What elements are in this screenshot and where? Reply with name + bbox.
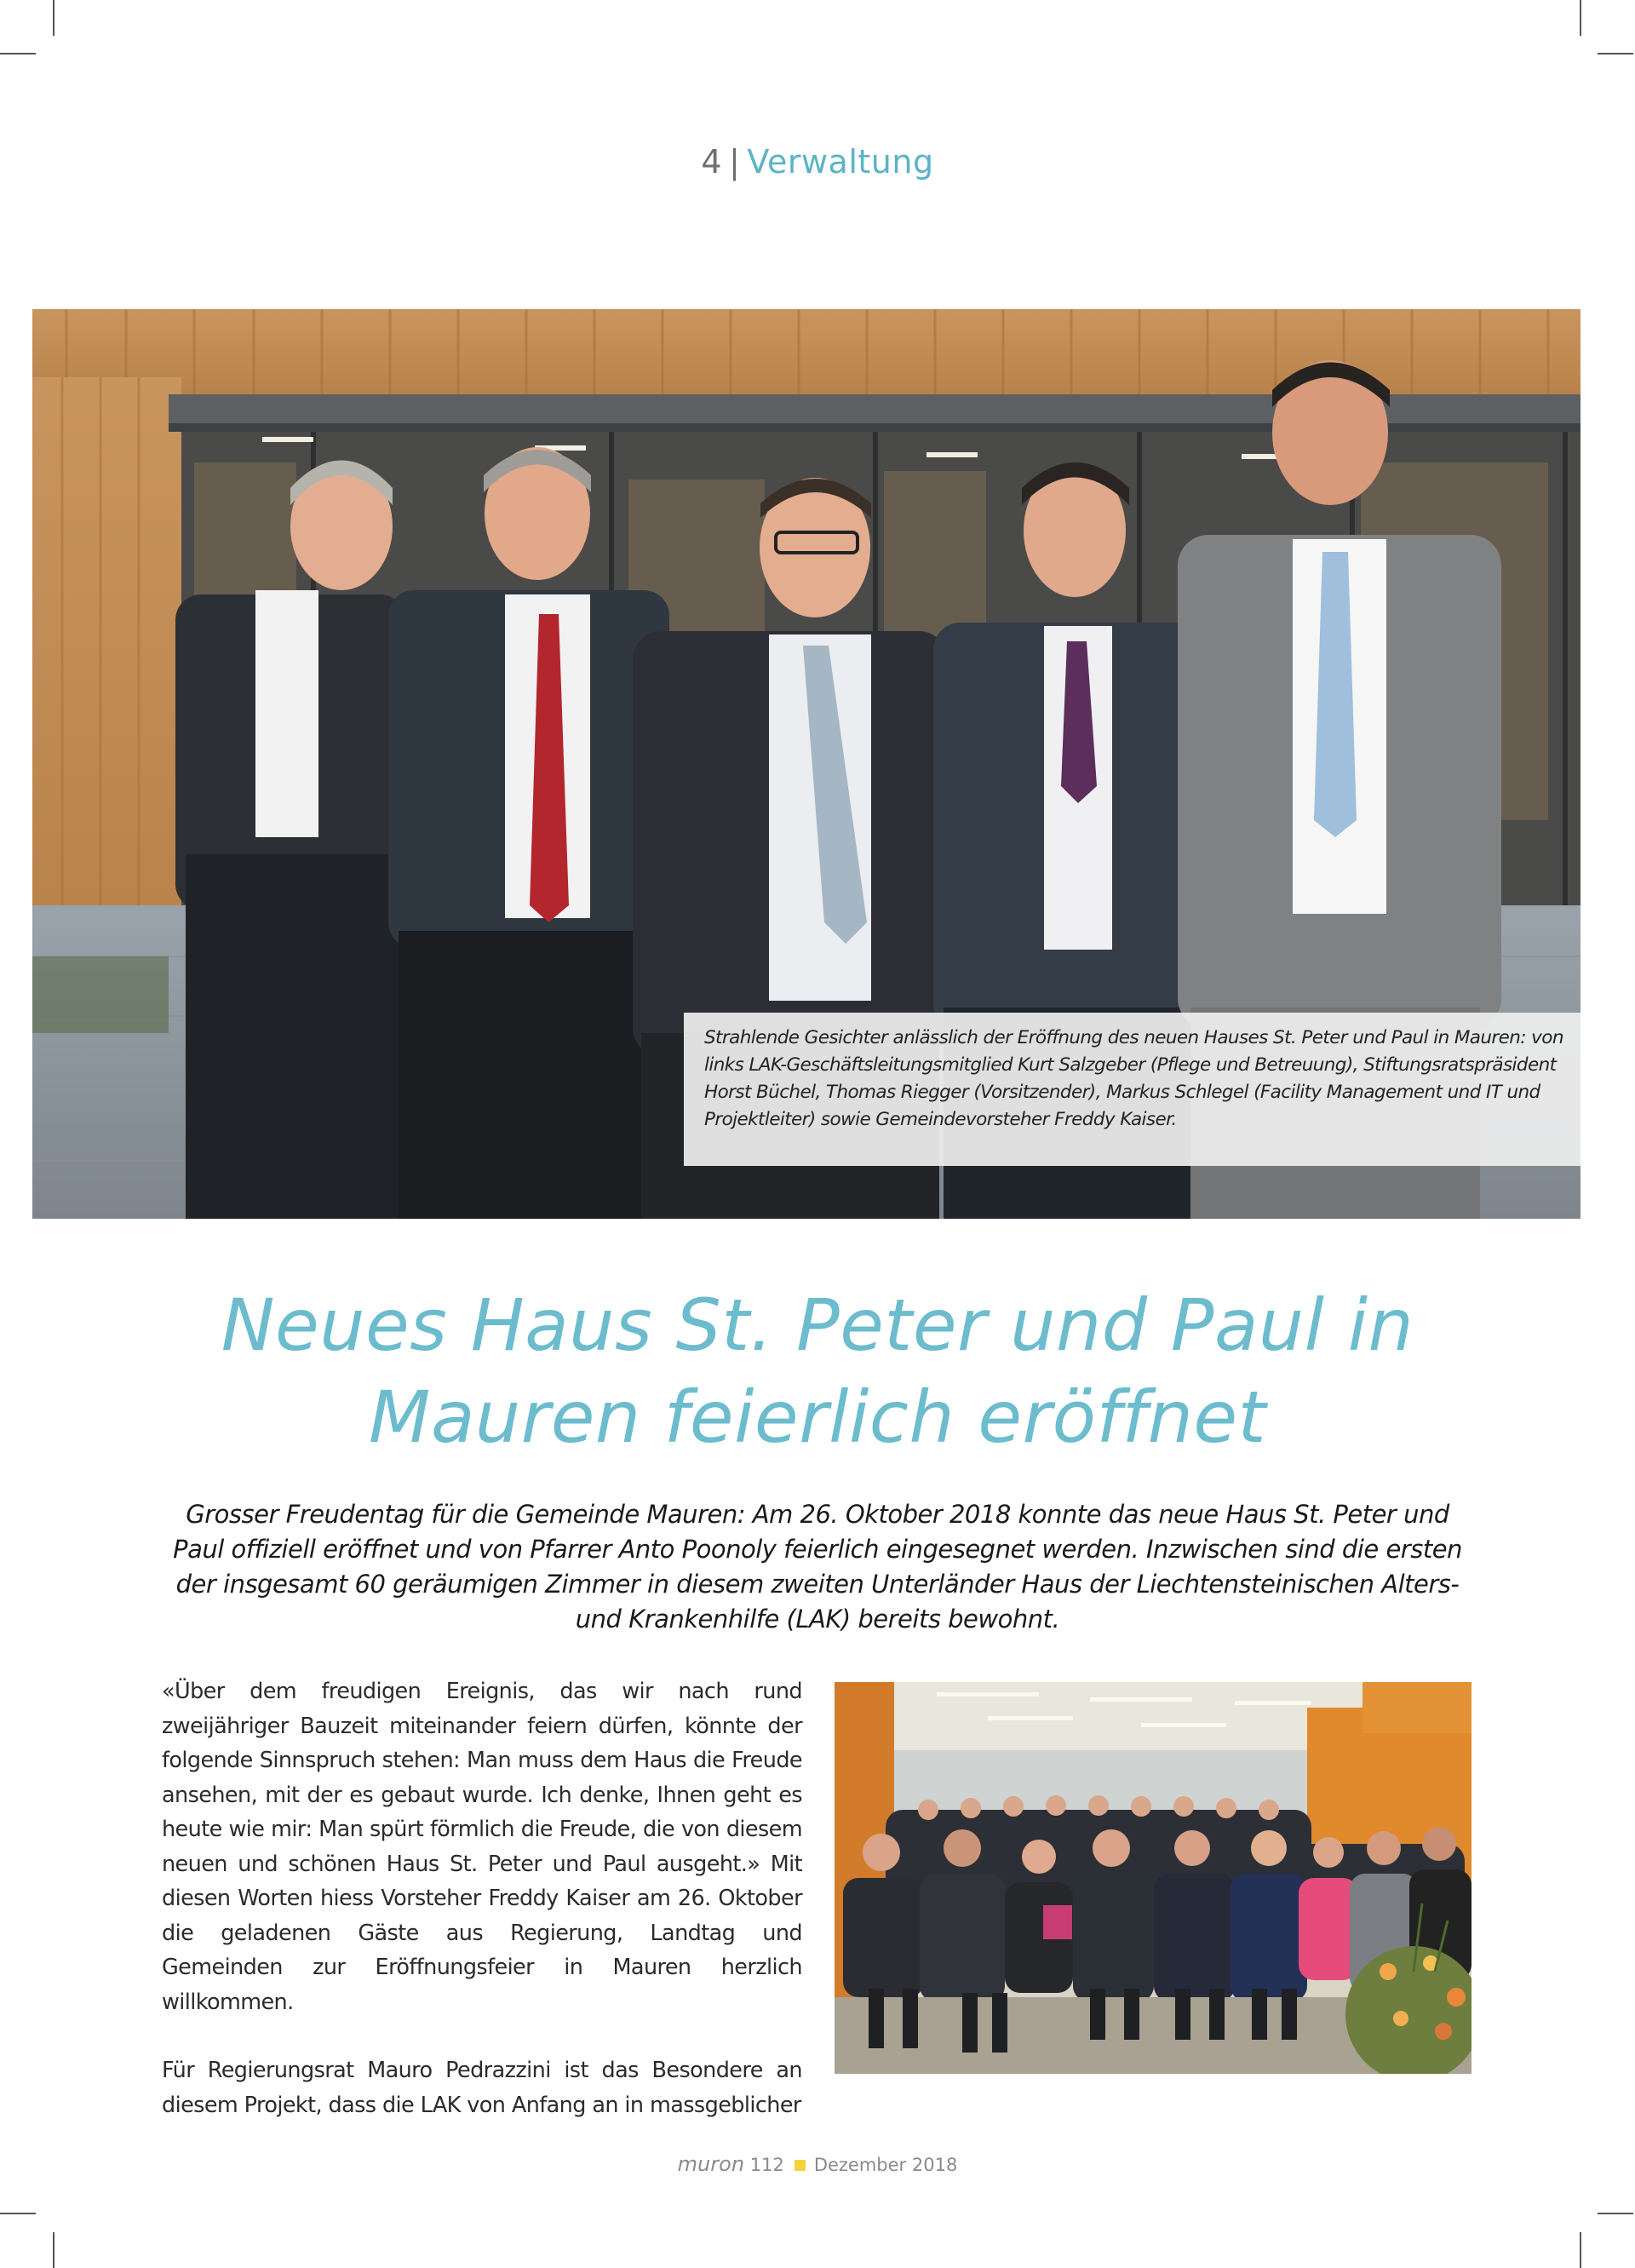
crop-mark: [1580, 0, 1581, 36]
audience-photo: [835, 1682, 1472, 2074]
article-paragraph-2: Für Regierungsrat Mauro Pedrazzini ist das Besondere an diesem Projekt, dass die LAK von Anfang an in massgeblicher: [162, 2058, 802, 2118]
footer-magazine: muron: [677, 2152, 745, 2176]
article-title: [128, 1279, 1507, 1463]
footer-date: Dezember 2018: [813, 2155, 958, 2175]
crop-mark: [0, 53, 36, 55]
section-name: Verwaltung: [747, 143, 934, 181]
crop-mark: [0, 2213, 36, 2214]
footer-issue: 112: [749, 2155, 784, 2175]
crop-mark: [1598, 53, 1633, 55]
crop-mark: [53, 0, 54, 36]
hero-photo: [32, 309, 1580, 1219]
audience-photo-illustration: [835, 1682, 1472, 2074]
header-separator: |: [729, 143, 741, 181]
page-footer: [0, 2152, 1635, 2176]
crop-mark: [1598, 2213, 1633, 2214]
article-paragraph-1: «Über dem freudigen Ereignis, das wir nach rund zweijähriger Bauzeit miteinander feiern dürfen, könnte der folgende Sinnspruch stehen: Man muss dem Haus die Freude ansehen, mit der es gebaut wurde. Ich denke, Ihnen geht es heute wie mir: Man spürt förmlich die Freude, die von diesem neuen und schönen Haus St. Peter und Paul ausgeht.» Mit diesen Worten hiess Vorsteher Freddy Kaiser am 26. Oktober die geladenen Gäste aus Regierung, Landtag und Gemeinden zur Eröffnungsfeier in Mauren herzlich willkommen.: [162, 1679, 802, 2015]
page-number: 4: [701, 143, 723, 181]
crop-mark: [1580, 2232, 1581, 2268]
article-title-line-2: Mauren feierlich eröffnet: [368, 1375, 1267, 1459]
footer-square-icon: [795, 2160, 806, 2171]
hero-caption-box: [684, 1013, 1580, 1166]
article-body: [162, 1674, 802, 2156]
article-lead: Grosser Freudentag für die Gemeinde Mauren: Am 26. Oktober 2018 konnte das neue Haus St. Peter und Paul offiziell eröffnet und von Pfarrer Anto Poonoly feierlich eingesegnet werden. Inzwischen sind die ersten der insgesamt 60 geräumigen Zimmer in diesem zweiten Unterländer Haus der Liechtensteinischen Alters- und Krankenhilfe (LAK) bereits bewohnt.: [173, 1500, 1462, 1634]
section-header: [0, 143, 1635, 181]
hero-caption: Strahlende Gesichter anlässlich der Eröffnung des neuen Hauses St. Peter und Paul in Mauren: von links LAK-Geschäftsleitungsmitglied Kurt Salzgeber (Pflege und Betreuung), Stiftungsratspräsident Horst Büchel, Thomas Riegger (Vorsitzender), Markus Schlegel (Facility Management und IT und Projektleiter) sowie Gemeindevorsteher Freddy Kaiser.: [704, 1027, 1563, 1130]
crop-mark: [53, 2232, 54, 2268]
article-title-line-1: Neues Haus St. Peter und Paul in: [221, 1283, 1414, 1367]
